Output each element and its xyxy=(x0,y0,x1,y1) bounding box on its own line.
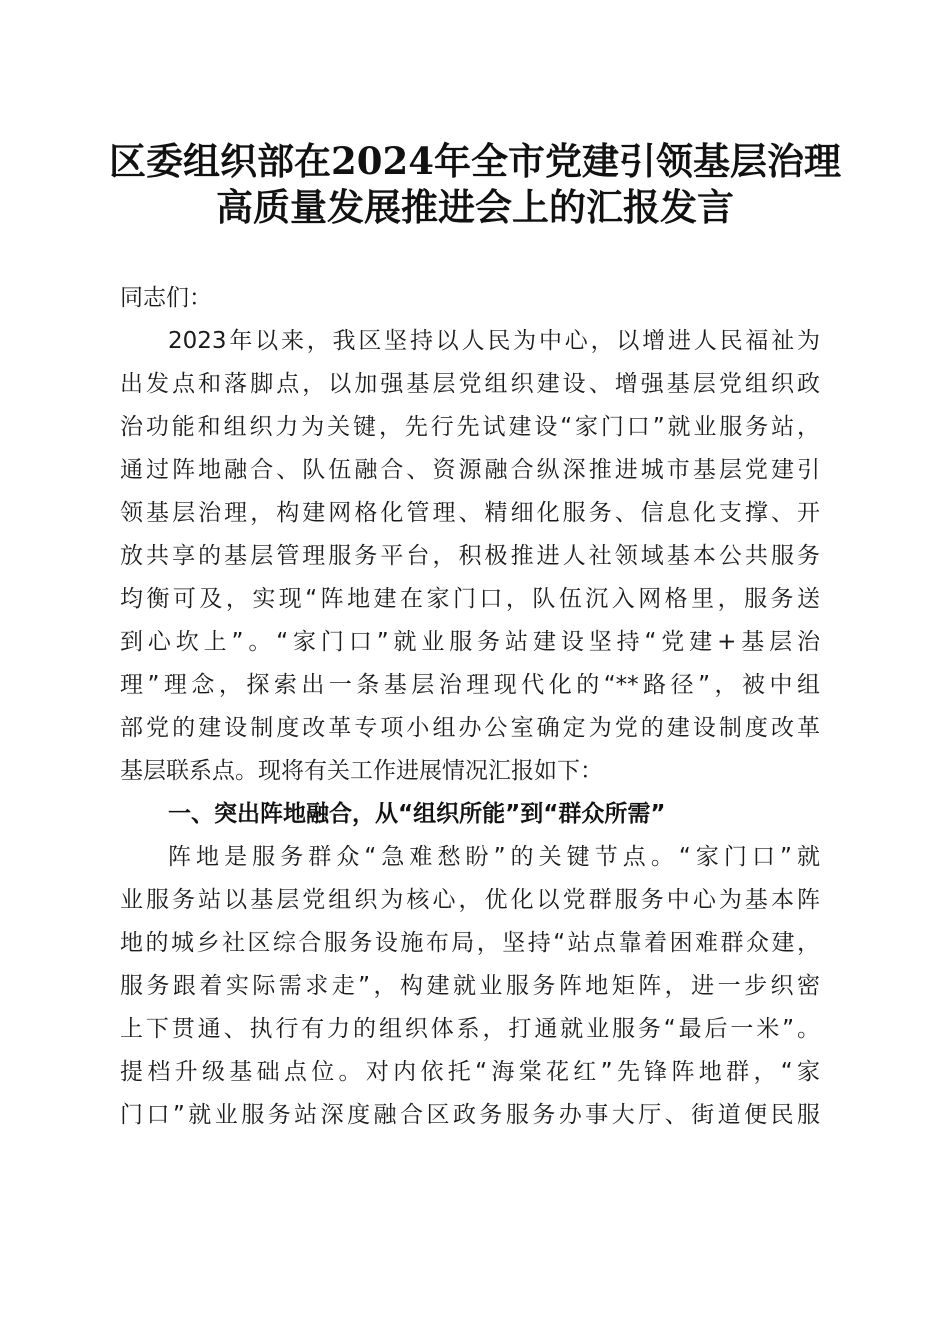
paragraph-1-line: 放共享的基层管理服务平台，积极推进人社领域基本公共服务 xyxy=(120,543,820,569)
paragraph-1-line: 部党的建设制度改革专项小组办公室确定为党的建设制度改革 xyxy=(120,715,820,741)
paragraph-2-line: 服务跟着实际需求走”，构建就业服务阵地矩阵，进一步织密 xyxy=(120,973,820,999)
paragraph-2-line: 地的城乡社区综合服务设施布局，坚持“站点靠着困难群众建， xyxy=(120,930,820,956)
paragraph-1-line: 理”理念，探索出一条基层治理现代化的“**路径”，被中组 xyxy=(120,672,820,698)
paragraph-2-line: 业服务站以基层党组织为核心，优化以党群服务中心为基本阵 xyxy=(120,887,820,913)
document-title-line-1: 区委组织部在2024年全市党建引领基层治理 xyxy=(109,139,841,183)
paragraph-1-line: 通过阵地融合、队伍融合、资源融合纵深推进城市基层党建引 xyxy=(120,457,820,483)
paragraph-2-line: 上下贯通、执行有力的组织体系，打通就业服务“最后一米”。 xyxy=(120,1016,820,1042)
salutation: 同志们： xyxy=(120,285,212,311)
paragraph-1-line: 领基层治理，构建网格化管理、精细化服务、信息化支撑、开 xyxy=(120,500,820,526)
paragraph-1-line: 治功能和组织力为关键，先行先试建设“家门口”就业服务站， xyxy=(120,414,820,440)
document-title-line-2: 高质量发展推进会上的汇报发言 xyxy=(216,185,734,229)
paragraph-2-line: 提档升级基础点位。对内依托“海棠花红”先锋阵地群，“家 xyxy=(120,1059,820,1085)
paragraph-2-line: 门口”就业服务站深度融合区政务服务办事大厅、街道便民服 xyxy=(120,1102,820,1128)
section-heading-1: 一、突出阵地融合，从“组织所能”到“群众所需” xyxy=(168,801,666,827)
paragraph-1-line: 均衡可及，实现“阵地建在家门口，队伍沉入网格里，服务送 xyxy=(120,586,820,612)
paragraph-2-line: 阵地是服务群众“急难愁盼”的关键节点。“家门口”就 xyxy=(168,844,820,870)
paragraph-1-line: 到心坎上”。“家门口”就业服务站建设坚持“党建+基层治 xyxy=(120,629,820,655)
paragraph-1-line: 出发点和落脚点，以加强基层党组织建设、增强基层党组织政 xyxy=(120,371,820,397)
paragraph-1-line: 基层联系点。现将有关工作进展情况汇报如下： xyxy=(120,758,603,784)
paragraph-1-line: 2023年以来，我区坚持以人民为中心，以增进人民福祉为 xyxy=(168,328,820,354)
